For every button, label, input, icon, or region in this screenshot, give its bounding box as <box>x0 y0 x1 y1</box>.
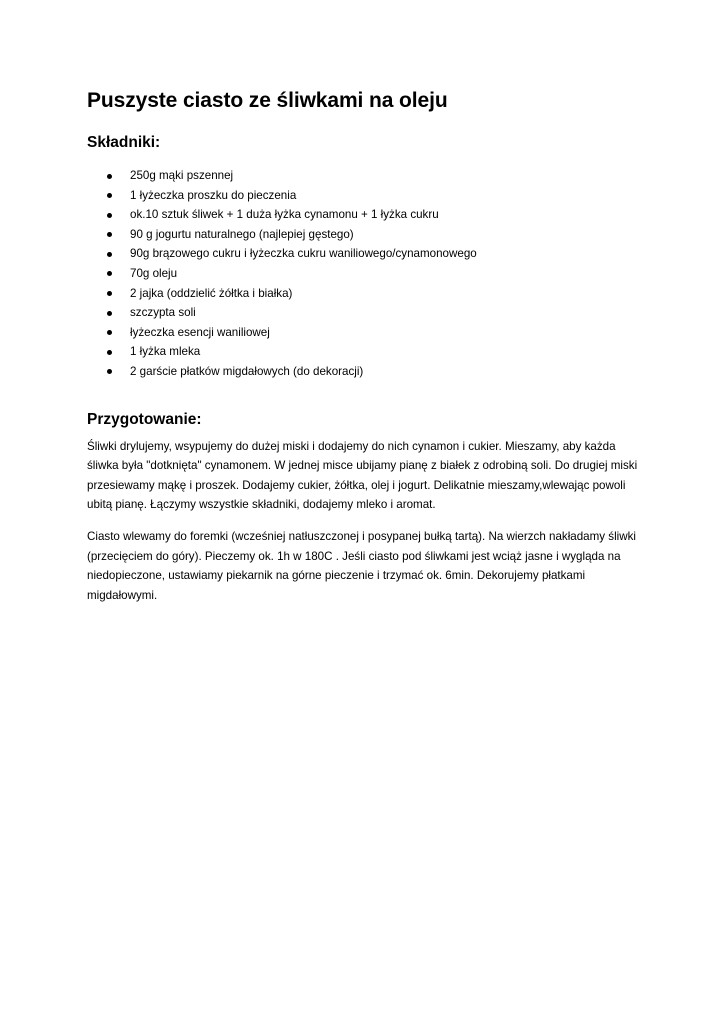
bullet-icon <box>107 350 112 355</box>
ingredient-item <box>87 264 647 284</box>
ingredient-text: 2 garście płatków migdałowych (do dekoracji) <box>130 364 364 378</box>
ingredient-item <box>87 342 647 362</box>
ingredient-item <box>87 244 647 264</box>
bullet-icon <box>107 330 112 335</box>
ingredient-item <box>87 205 647 225</box>
ingredient-item <box>87 303 647 323</box>
ingredient-text: 90 g jogurtu naturalnego (najlepiej gęstego) <box>130 227 354 241</box>
ingredient-text: 2 jajka (oddzielić żółtka i białka) <box>130 286 293 300</box>
ingredient-item <box>87 186 647 206</box>
ingredient-item <box>87 284 647 304</box>
bullet-icon <box>107 369 112 374</box>
ingredient-item <box>87 225 647 245</box>
ingredients-list <box>87 166 647 382</box>
ingredient-text: 90g brązowego cukru i łyżeczka cukru waniliowego/cynamonowego <box>130 247 477 261</box>
ingredient-text: ok.10 sztuk śliwek + 1 duża łyżka cynamonu + 1 łyżka cukru <box>130 208 439 222</box>
document-title: Puszyste ciasto ze śliwkami na oleju <box>87 89 448 112</box>
bullet-icon <box>107 311 112 316</box>
ingredient-text: 70g oleju <box>130 266 178 280</box>
bullet-icon <box>107 291 112 296</box>
preparation-paragraph: Ciasto wlewamy do foremki (wcześniej natłuszczonej i posypanej bułką tartą). Na wierzch nakładamy śliwki (przecięciem do góry). Pieczemy ok. 1h w 180C . Jeśli ciasto pod śliwkami jest wciąż jasne i wygląda na niedopieczone, ustawiamy piekarnik na górne pieczenie i trzymać ok. 6min. Dekorujemy płatkami migdałowymi. <box>87 529 636 602</box>
preparation-heading: Przygotowanie: <box>87 410 202 428</box>
preparation-paragraph: Śliwki drylujemy, wsypujemy do dużej miski i dodajemy do nich cynamon i cukier. Mieszamy, aby każda śliwka była "dotknięta" cynamonem. W jednej misce ubijamy pianę z białek z odrobiną soli. Do drugiej miski przesiewamy mąkę i proszek. Dodajemy cukier, żółtka, olej i jogurt. Delikatnie mieszamy,wlewając powoli ubitą pianę. Łączymy wszystkie składniki, dodajemy mleko i aromat. <box>87 439 638 512</box>
ingredient-item <box>87 362 647 382</box>
document-body <box>87 86 647 605</box>
bullet-icon <box>107 213 112 218</box>
bullet-icon <box>107 271 112 276</box>
ingredient-text: szczypta soli <box>130 306 196 320</box>
ingredient-item <box>87 323 647 343</box>
bullet-icon <box>107 193 112 198</box>
ingredients-heading: Składniki: <box>87 134 161 151</box>
bullet-icon <box>107 232 112 237</box>
bullet-icon <box>107 252 112 257</box>
ingredient-text: 1 łyżeczka proszku do pieczenia <box>130 188 297 202</box>
ingredient-text: 250g mąki pszennej <box>130 169 234 182</box>
ingredient-item <box>87 166 647 186</box>
ingredient-text: 1 łyżka mleka <box>130 345 201 359</box>
bullet-icon <box>107 174 112 179</box>
ingredient-text: łyżeczka esencji waniliowej <box>130 325 270 339</box>
